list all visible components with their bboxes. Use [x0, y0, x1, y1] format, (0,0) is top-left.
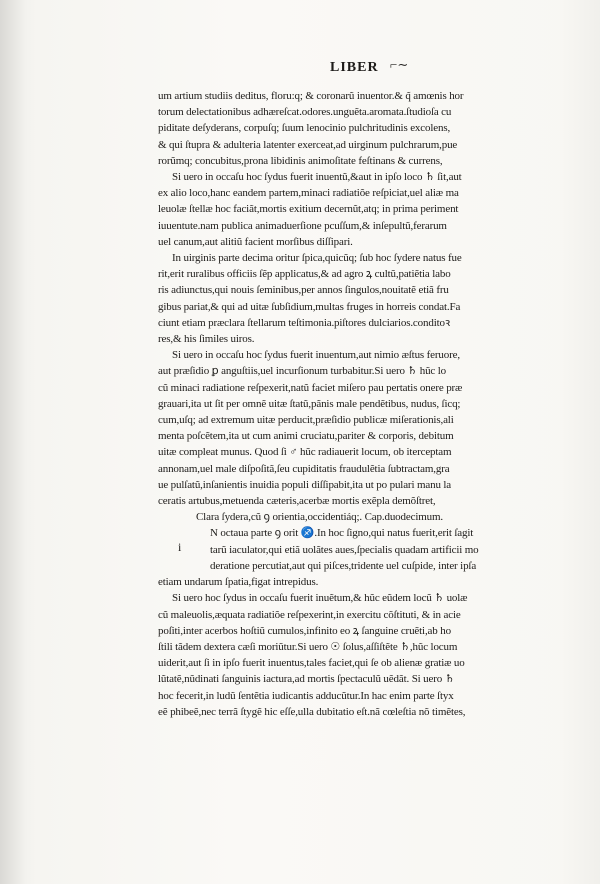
text-line: Si uero in occaſu hoc ſydus fuerit inuentũ,&aut in ipſo loco ♄ ſit,aut: [172, 171, 462, 184]
text-line: eẽ phibeẽ,nec terrã ſtygẽ hic eſſe,ulla dubitatio eſt.nã cœleſtia nõ timẽtes,: [158, 705, 466, 718]
text-line: rorũmq; concubitus,prona libidinis animoſitate feſtinans & currens,: [158, 154, 443, 167]
text-line: ſtili tãdem dextera cæſi moriũtur.Si uero ☉ ſolus,aſſiſtẽte ♄,hũc locum: [158, 640, 458, 653]
text-line: uitæ compleat munus. Quod ſi ♂ hũc radiauerit locum, ob iterceptam: [158, 446, 452, 459]
spine-shadow: [0, 0, 26, 884]
page-edge-shade: [560, 0, 600, 884]
text-line: Clara ſydera,cũ ꝯ orientia,occidentiáq;. Cap.duodecimum.: [196, 511, 443, 524]
running-head-flourish: ⌐∼: [390, 57, 409, 72]
text-line: torum delectationibus adhæreſcat.odores.unguẽta.aromata.ſtudioſa cu: [158, 106, 452, 119]
text-line: leuolæ ſtellæ hoc faciãt,mortis exitium decernũt,atq; in prima periment: [158, 203, 459, 216]
text-line: etiam undarum ſpatia,figat intrepidus.: [158, 576, 319, 589]
text-line: N octaua parte ꝯ orit ♐.In hoc ſigno,qui natus fuerit,erit ſagit: [210, 527, 474, 540]
text-line: iuuentute.nam publica animaduerſione pcuſſum,& inſepultũ,ferarum: [158, 219, 447, 232]
text-line: ris adiunctus,qui nouis ſeminibus,per annos ſingulos,nouitatẽ etiã fru: [158, 284, 449, 297]
text-line: menta poſcẽtem,ita ut cum animi cruciatu,pariter & corporis, debitum: [158, 430, 454, 443]
running-head: LIBER: [330, 60, 379, 75]
text-line: poſiti,inter acerbos hoſtiũ cumulos,infinito eo ꝝ ſanguine cruẽti,ab ho: [158, 624, 451, 637]
text-line: uel canum,aut alitiũ facient morſibus diſſipari.: [158, 235, 353, 248]
text-line: ceratis artubus,metuenda cæteris,acerbæ mortis exẽpla demõſtret,: [158, 495, 436, 508]
text-line: In uirginis parte decima oritur ſpica,quicũq; ſub hoc ſydere natus fue: [172, 252, 462, 265]
text-line: lũtatẽ,nũdinati ſanguinis iactura,ad mortis ſpectaculũ uẽdãt. Si uero ♄: [158, 673, 455, 686]
text-line: annonam,uel male diſpoſitã,ſeu cupiditatis fraudulẽtia ſubtractam,gra: [158, 462, 450, 475]
text-block: [158, 88, 558, 720]
text-line: cũ maleuolis,æquata radiatiõe reſpexerint,in exercitu cõſtituti, & in acie: [158, 608, 461, 621]
text-line: cum,uſq; ad extremum uitæ perducit,præſidio publicæ miſerationis,ali: [158, 414, 454, 427]
text-line: Si uero in occaſu hoc ſydus fuerit inuentum,aut nimio æſtus feruore,: [172, 349, 460, 362]
text-line: ue pulſatũ,inſanientis inuidia populi diſſipabit,ita ut po pulari manu la: [158, 478, 452, 491]
text-line: deratione percutiat,aut qui piſces,tridente uel cuſpide, inter ipſa: [210, 559, 477, 572]
text-line: grauari,ita ut ſit per omnẽ uitæ ſtatũ,pãnis male pendẽtibus, nudus, ſicq;: [158, 397, 461, 410]
text-line: ciunt etiam præclara ſtellarum teſtimonia.piſtores dulciarios.conditoꝛ: [158, 316, 450, 329]
text-line: & qui ſtupra & adulteria latenter exerceat,ad uirginum pulchrarum,pue: [158, 138, 458, 151]
text-line: hoc fecerit,in ludũ ſentẽtia iudicantis adducũtur.In hac enim parte ſtyx: [158, 689, 454, 702]
marginal-note: i: [178, 540, 182, 554]
text-line: cũ minaci radiatione reſpexerit,natũ faciet miſero pau pertatis onere præ: [158, 381, 463, 394]
text-line: gibus pariat,& qui ad uitæ ſubſidium,multas fruges in horreis condat.Fa: [158, 300, 461, 313]
text-line: ex alio loco,hanc eandem partem,minaci radiatiõe reſpiciat,uel aliæ ma: [158, 187, 459, 200]
text-line: aut præſidio ꝑ anguſtiis,uel incurſionum turbabitur.Si uero ♄ hũc lo: [158, 365, 447, 378]
text-line: piditate deſyderans, corpuſq; ſuum lenocinio pulchritudinis excolens,: [158, 122, 451, 135]
text-line: uiderit,aut ſi in ipſo fuerit inuentus,tales faciet,qui ſe ob alienæ gratiæ uo: [158, 657, 465, 670]
text-line: um artium studiis deditus, floru:q; & coronarũ inuentor.& q̃ amœnis hor: [158, 90, 464, 102]
text-line: rit,erit ruralibus officiis ſẽp applicatus,& ad agro ꝝ cultũ,patiẽtia labo: [158, 268, 451, 281]
text-line: Si uero hoc ſydus in occaſu fuerit inuẽtum,& hũc eũdem locũ ♄ uolæ: [172, 592, 468, 605]
text-line: res,& his ſimiles uiros.: [158, 333, 255, 346]
text-line: tarũ iaculator,qui etiã uolãtes aues,ſpecialis quadam artificii mo: [210, 543, 479, 556]
